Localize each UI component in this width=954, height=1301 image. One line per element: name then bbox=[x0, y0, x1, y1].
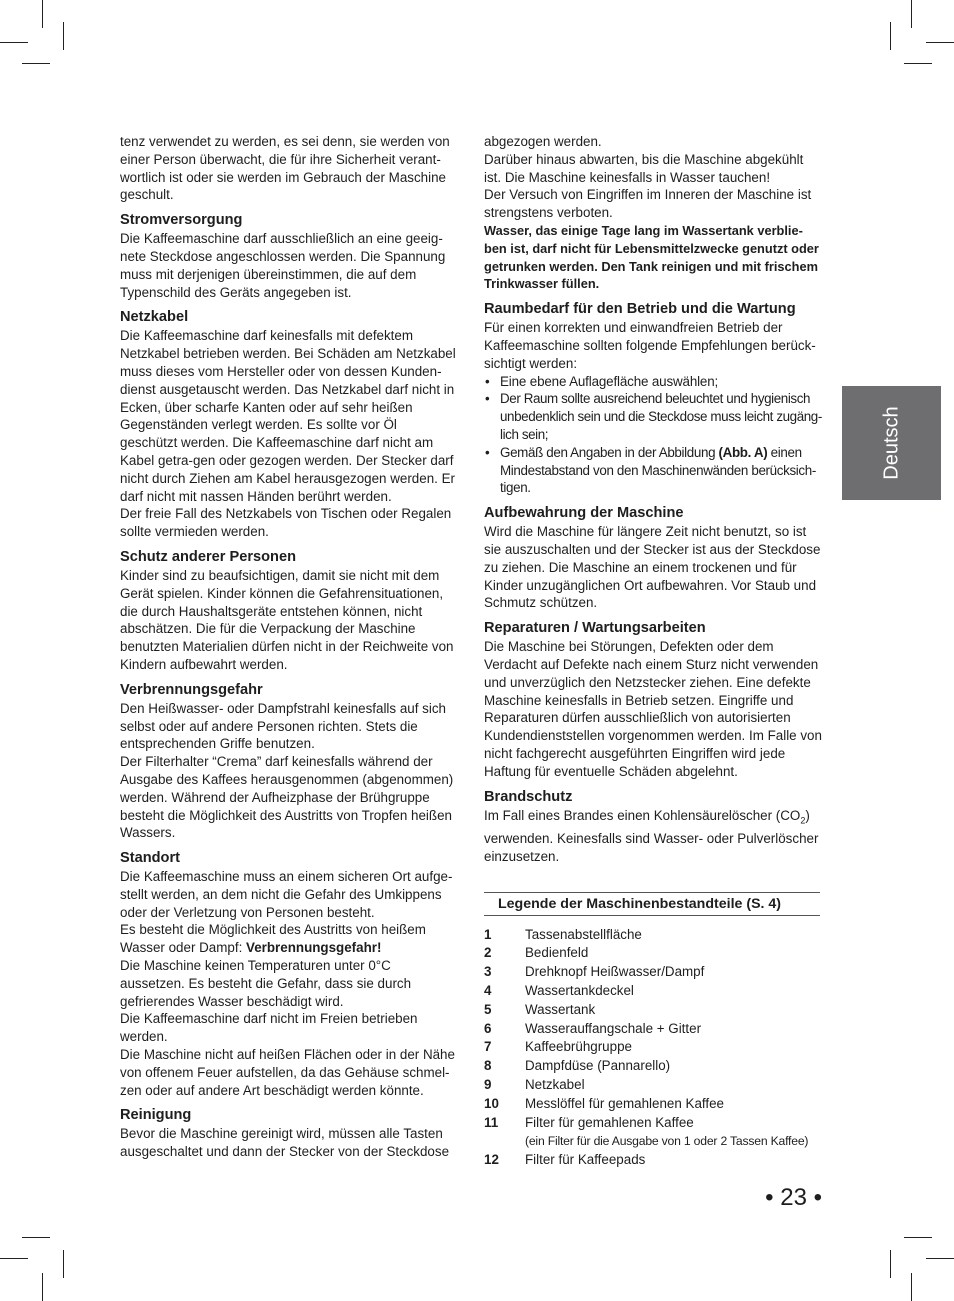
legend-item bbox=[484, 1151, 822, 1170]
standort-text-1: Die Kaffeemaschine muss an einem sicheren Ort aufge-stellt werden, an dem nicht die Gefahr des Umkippens oder der Verletzung von Personen besteht. bbox=[120, 869, 453, 920]
legend-title: Legende der Maschinenbestandteile (S. 4) bbox=[498, 895, 782, 912]
legend-item-number: 1 bbox=[484, 926, 492, 942]
standort-text-4: Die Kaffeemaschine darf nicht im Freien betrieben werden. bbox=[120, 1011, 418, 1045]
aufbewahrung-text: Wird die Maschine für längere Zeit nicht benutzt, so ist sie auszuschalten und der Stecker ist aus der Steckdose zu ziehen. Die Maschine an einem trockenen und für Kinder unzugänglichen Ort aufbewahren. Vor Staub und Schmutz schützen. bbox=[484, 524, 821, 611]
legend-item bbox=[484, 1001, 822, 1020]
legend-item bbox=[484, 1020, 822, 1039]
brandschutz-text-start: Im Fall eines Brandes einen Kohlensäurelöscher (CO bbox=[484, 807, 801, 823]
heading-verbrennungsgefahr: Verbrennungsgefahr bbox=[120, 681, 263, 698]
netzkabel-text-1: Die Kaffeemaschine darf keinesfalls mit defektem Netzkabel betrieben werden. Bei Schäden am Netzkabel muss dieses vom Hersteller oder von dessen Kunden-dienst ausgetauscht werden. Das Netzkabel darf nicht in Ecken, über scharfe Kanten oder auf sehr heißen Gegenständen verlegt werden. Es sollte vor Öl geschützt werden. Die Kaffeemaschine darf nicht am Kabel getra-gen oder gezogen werden. Der Stecker darf nicht durch Ziehen am Kabel herausgezogen werden. Er darf nicht mit nassen Händen berührt werden. bbox=[120, 328, 456, 504]
right-column bbox=[484, 133, 822, 1170]
legend-list bbox=[484, 926, 822, 1171]
standort-text-5: Die Maschine nicht auf heißen Flächen oder in der Nähe von offenem Feuer aufstellen, da das Gehäuse schmel-zen oder auf andere Art beschädigt werden könnte. bbox=[120, 1047, 455, 1098]
legend-item-label: Messlöffel für gemahlenen Kaffee bbox=[525, 1095, 725, 1111]
intro-text: tenz verwendet zu werden, es sei denn, sie werden von einer Person überwacht, die für ihre Sicherheit verant-wortlich ist oder sie werden im Gebrauch der Maschine geschult. bbox=[120, 134, 450, 203]
standort-text-2-start: Es besteht die Möglichkeit des Austritts von heißem Wasser oder Dampf: bbox=[120, 922, 426, 956]
continued-text-3: Der Versuch von Eingriffen im Inneren der Maschine ist strengstens verboten. bbox=[484, 187, 812, 221]
raumbedarf-list bbox=[484, 373, 822, 498]
legend-item-label: Wassertankdeckel bbox=[525, 982, 634, 998]
raumbedarf-intro: Für einen korrekten und einwandfreien Betrieb der Kaffeemaschine sollten folgende Empfehlungen berück-sichtigt werden: bbox=[484, 320, 816, 371]
legend-item-number: 2 bbox=[484, 945, 492, 961]
page-number: • 23 • bbox=[765, 1184, 822, 1211]
legend-item-number: 8 bbox=[484, 1058, 492, 1074]
brandschutz-text-end: ) verwenden. Keinesfalls sind Wasser- oder Pulverlöscher einzusetzen. bbox=[484, 807, 819, 864]
legend-item bbox=[484, 1114, 822, 1152]
heading-standort: Standort bbox=[120, 850, 180, 867]
water-warning: Wasser, das einige Tage lang im Wassertank verblie-ben ist, darf nicht für Lebensmittelzwecke genutzt oder getrunken werden. Den Tank reinigen und mit frischem Trinkwasser füllen. bbox=[484, 222, 819, 292]
stromversorgung-text: Die Kaffeemaschine darf ausschließlich an eine geeig-nete Steckdose angeschlossen werden. Die Spannung muss mit derjenigen übereinstimmen, die auf dem Typenschild des Geräts angegeben ist. bbox=[120, 231, 446, 300]
legend-item-label: Kaffeebrühgruppe bbox=[525, 1039, 632, 1055]
heading-brandschutz: Brandschutz bbox=[484, 788, 573, 805]
legend-item-number: 11 bbox=[484, 1114, 499, 1130]
continued-text-2: Darüber hinaus abwarten, bis die Maschine abgekühlt ist. Die Maschine keinesfalls in Wasser tauchen! bbox=[484, 151, 804, 185]
legend-item-number: 3 bbox=[484, 964, 492, 980]
reinigung-text: Bevor die Maschine gereinigt wird, müssen alle Tasten ausgeschaltet und dann der Stecker von der Steckdose bbox=[120, 1126, 450, 1160]
left-column bbox=[120, 133, 456, 1161]
legend-item-note: (ein Filter für die Ausgabe von 1 oder 2 Tassen Kaffee) bbox=[525, 1134, 809, 1149]
list-item: • Der Raum sollte ausreichend beleuchtet und hygienisch unbedenklich sein und die Steckdose muss leicht zugäng-lich sein; bbox=[484, 390, 822, 443]
legend-item-label: Tassenabstellfläche bbox=[525, 926, 642, 942]
standort-text-2 bbox=[120, 921, 456, 957]
language-tab bbox=[842, 386, 941, 500]
legend-item bbox=[484, 944, 822, 963]
legend-item bbox=[484, 1076, 822, 1095]
legend-item-label: Wassertank bbox=[525, 1001, 596, 1017]
netzkabel-text-2: Der freie Fall des Netzkabels von Tischen oder Regalen sollte vermieden werden. bbox=[120, 506, 452, 540]
legend-item-label: Filter für Kaffeepads bbox=[525, 1152, 646, 1168]
legend-item-label: Filter für gemahlenen Kaffee bbox=[525, 1114, 694, 1130]
legend-item bbox=[484, 1038, 822, 1057]
heading-raumbedarf: Raumbedarf für den Betrieb und die Wartung bbox=[484, 301, 796, 318]
reparaturen-text: Die Maschine bei Störungen, Defekten oder dem Verdacht auf Defekte nach einem Sturz nicht verwenden und unverzüglich den Netzstecker ziehen. Eine defekte Maschine keinesfalls in Betrieb setzen. Eingriffe und Reparaturen dürfen ausschließlich von autorisierten Kundendienststellen vorgenommen werden. Im Falle von nicht fachgerecht ausgeführten Eingriffen wird jede Haftung für eventuelle Schäden abgelehnt. bbox=[484, 639, 822, 779]
heading-schutz: Schutz anderer Personen bbox=[120, 548, 296, 565]
legend-item-label: Bedienfeld bbox=[525, 945, 589, 961]
legend-item-number: 10 bbox=[484, 1095, 499, 1111]
legend-item-number: 6 bbox=[484, 1020, 492, 1036]
legend-item-label: Drehknopf Heißwasser/Dampf bbox=[525, 964, 705, 980]
legend-item bbox=[484, 1057, 822, 1076]
legend-item bbox=[484, 963, 822, 982]
heading-reparaturen: Reparaturen / Wartungsarbeiten bbox=[484, 620, 706, 637]
legend-item-number: 9 bbox=[484, 1076, 492, 1092]
language-tab-label: Deutsch bbox=[880, 406, 902, 480]
heading-aufbewahrung: Aufbewahrung der Maschine bbox=[484, 505, 684, 522]
schutz-text: Kinder sind zu beaufsichtigen, damit sie nicht mit dem Gerät spielen. Kinder können die Gefahrensituationen, die durch Haushaltsgeräte entstehen können, nicht abschätzen. Die für die Verpackung der Maschine benutzten Materialien dürfen nicht in der Reichweite von Kindern aufbewahrt werden. bbox=[120, 567, 454, 672]
legend-item-label: Netzkabel bbox=[525, 1076, 585, 1092]
legend-item-number: 5 bbox=[484, 1001, 492, 1017]
legend-item-number: 4 bbox=[484, 982, 492, 998]
legend-item bbox=[484, 982, 822, 1001]
heading-netzkabel: Netzkabel bbox=[120, 309, 189, 326]
standort-text-3: Die Maschine keinen Temperaturen unter 0°C aussetzen. Es besteht die Gefahr, dass sie durch gefrierendes Wasser beschädigt wird. bbox=[120, 958, 412, 1009]
legend-item-number: 7 bbox=[484, 1039, 492, 1055]
legend-item-label: Dampfdüse (Pannarello) bbox=[525, 1058, 671, 1074]
heading-reinigung: Reinigung bbox=[120, 1107, 192, 1124]
legend-item bbox=[484, 926, 822, 945]
bullet3-start: Gemäß den Angaben in der Abbildung bbox=[500, 444, 719, 460]
bullet3-end: einen Mindestabstand von den Maschinenwänden berücksich-tigen. bbox=[500, 444, 816, 496]
list-item bbox=[484, 444, 822, 497]
subscript-2: 2 bbox=[800, 815, 806, 826]
verbrennung-text-1: Den Heißwasser- oder Dampfstrahl keinesfalls auf sich selbst oder auf andere Personen richten. Stets die entsprechenden Griffe benutzen. bbox=[120, 700, 446, 752]
legend-item-label: Wasserauffangschale + Gitter bbox=[525, 1020, 702, 1036]
legend-item bbox=[484, 1095, 822, 1114]
figure-reference: (Abb. A) bbox=[718, 444, 768, 460]
verbrennung-text-2: Der Filterhalter “Crema” darf keinesfalls während der Ausgabe des Kaffees herausgenommen (abgenommen) werden. Während der Aufheizphase der Brühgruppe besteht die Möglichkeit des Austritts von Tropfen heißen Wassers. bbox=[120, 754, 454, 841]
standort-warning: Verbrennungsgefahr! bbox=[246, 940, 382, 956]
heading-stromversorgung: Stromversorgung bbox=[120, 212, 243, 229]
legend-heading bbox=[484, 892, 820, 916]
brandschutz-text bbox=[484, 807, 822, 866]
continued-text-1: abgezogen werden. bbox=[484, 134, 602, 149]
legend-item-number: 12 bbox=[484, 1152, 499, 1168]
list-item: • Eine ebene Auflagefläche auswählen; bbox=[484, 373, 822, 391]
